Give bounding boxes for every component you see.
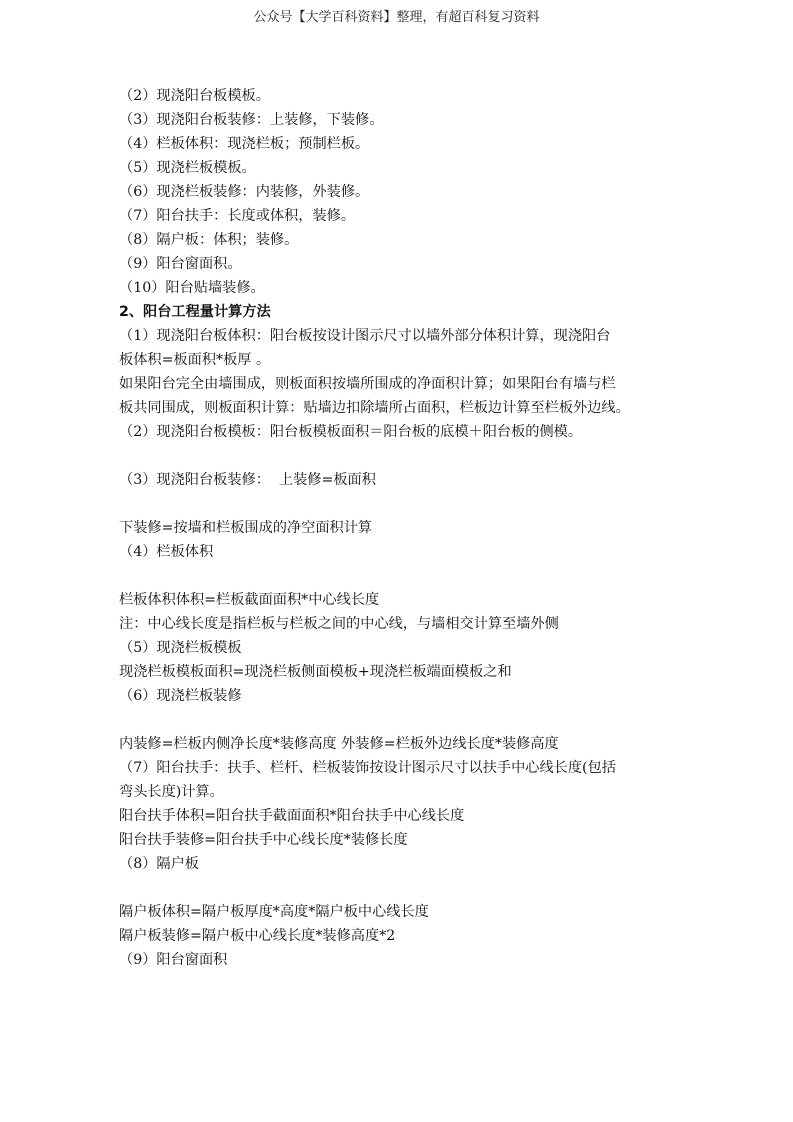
paragraph-line: （7）阳台扶手：扶手、栏杆、栏板装饰按设计图示尺寸以扶手中心线长度(包括 (119, 760, 616, 776)
paragraph-line: 注：中心线长度是指栏板与栏板之间的中心线，与墙相交计算至墙外侧 (119, 616, 559, 632)
list-item: （6）现浇栏板装修：内装修，外装修。 (119, 184, 370, 200)
list-item: （4）栏板体积：现浇栏板；预制栏板。 (119, 136, 370, 152)
paragraph-line: （1）现浇阳台板体积：阳台板按设计图示尺寸以墙外部分体积计算，现浇阳台 (119, 328, 611, 344)
paragraph-line: 隔户板体积=隔户板厚度*高度*隔户板中心线长度 (119, 904, 429, 920)
paragraph-line: 内装修=栏板内侧净长度*装修高度 外装修=栏板外边线长度*装修高度 (119, 736, 559, 752)
list-item: （7）阳台扶手：长度或体积，装修。 (119, 208, 356, 224)
paragraph-line: 如果阳台完全由墙围成，则板面积按墙所围成的净面积计算；如果阳台有墙与栏 (119, 376, 616, 392)
paragraph-line: 隔户板装修=隔户板中心线长度*装修高度*2 (119, 928, 396, 944)
list-item: （5）现浇栏板模板。 (119, 160, 256, 176)
paragraph-line: （2）现浇阳台板模板：阳台板模板面积＝阳台板的底模＋阳台板的侧模。 (119, 424, 583, 440)
document-body (119, 84, 679, 972)
list-item: （8）隔户板：体积；装修。 (119, 232, 299, 248)
paragraph-line: （6）现浇栏板装修 (119, 688, 242, 704)
paragraph-line: （3）现浇阳台板装修： 上装修=板面积 (119, 472, 376, 488)
section-heading: 2、阳台工程量计算方法 (119, 304, 271, 320)
paragraph-line: 弯头长度)计算。 (119, 784, 224, 800)
paragraph-line: 阳台扶手体积=阳台扶手截面面积*阳台扶手中心线长度 (119, 808, 465, 824)
paragraph-line: 现浇栏板模板面积=现浇栏板侧面模板+现浇栏板端面模板之和 (119, 664, 512, 680)
paragraph-line: 栏板体积体积=栏板截面面积*中心线长度 (119, 592, 380, 608)
paragraph-line: （8）隔户板 (119, 856, 199, 872)
paragraph-line: （9）阳台窗面积 (119, 952, 228, 968)
paragraph-line: （4）栏板体积 (119, 544, 214, 560)
paragraph-line: 下装修=按墙和栏板围成的净空面积计算 (119, 520, 373, 536)
list-item: （2）现浇阳台板模板。 (119, 88, 270, 104)
list-item: （3）现浇阳台板装修：上装修，下装修。 (119, 112, 384, 128)
paragraph-line: （5）现浇栏板模板 (119, 640, 242, 656)
list-item: （10）阳台贴墙装修。 (119, 280, 265, 296)
list-item: （9）阳台窗面积。 (119, 256, 242, 272)
paragraph-line: 阳台扶手装修=阳台扶手中心线长度*装修长度 (119, 832, 408, 848)
paragraph-line: 板共同围成，则板面积计算：贴墙边扣除墙所占面积，栏板边计算至栏板外边线。 (119, 400, 630, 416)
paragraph-line: 板体积=板面积*板厚 。 (119, 352, 271, 368)
page-header: 公众号【大学百科资料】整理，有超百科复习资料 (253, 10, 540, 25)
